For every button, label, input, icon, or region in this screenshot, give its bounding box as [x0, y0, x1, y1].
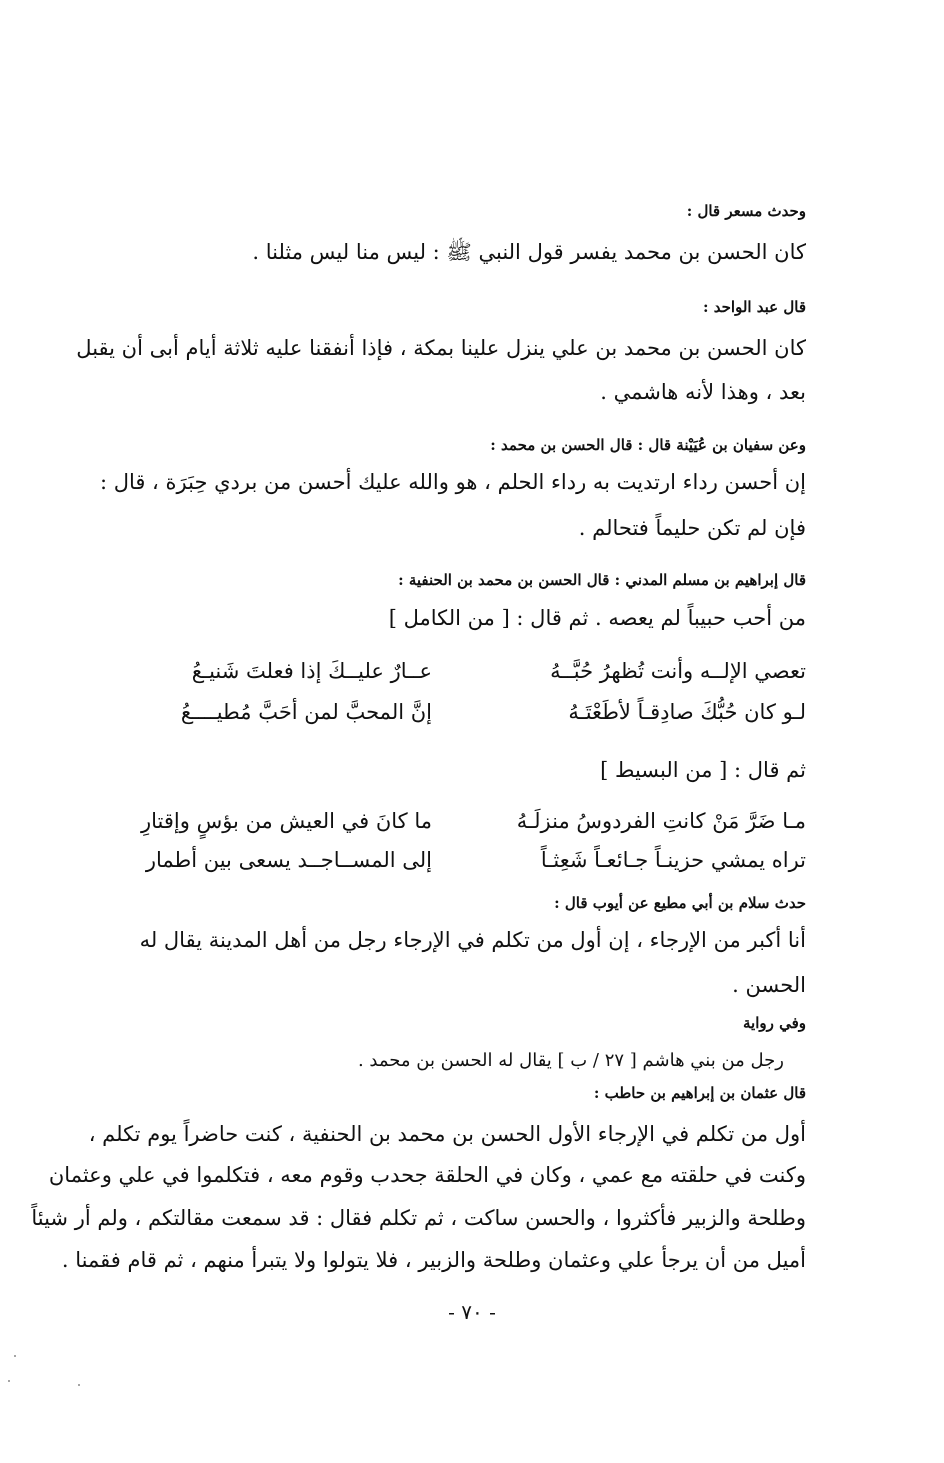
poem1-line1-first-half: تعصي الإلــه وأنت تُظهرُ حُبَّــهُ [550, 659, 806, 683]
body-text-line: وكنت في حلقته مع عمي ، وكان في الحلقة جحدب وقوم معه ، فتكلموا في علي وعثمان [48, 1163, 806, 1187]
narration-header: حدث سلام بن أبي مطيع عن أيوب قال : [554, 894, 806, 912]
body-text-line: من أحب حبيباً لم يعصه . ثم قال : [ من الكامل ] [388, 606, 806, 630]
poem1-line2-second-half: إنَّ المحبَّ لمن أحَبَّ مُطيــــعُ [180, 700, 432, 724]
poem1-line2-first-half: لـو كان حُبُّكَ صادِقـاً لأطَعْتَـهُ [568, 700, 806, 724]
poem2-line1-second-half: ما كانَ في العيش من بؤسٍ وإقتارِ [141, 809, 432, 833]
narration-header: وعن سفيان بن عُيَيْنة قال : قال الحسن بن محمد : [490, 436, 806, 454]
body-text-line: أميل من أن يرجأ علي وعثمان وطلحة والزبير ، فلا يتولوا ولا يتبرأ منهم ، ثم قام فقمنا . [61, 1248, 806, 1272]
narration-header: قال عثمان بن إبراهيم بن حاطب : [593, 1084, 806, 1102]
narration-header: قال إبراهيم بن مسلم المدني : قال الحسن بن محمد بن الحنفية : [398, 571, 806, 589]
narration-header: وفي رواية [742, 1014, 806, 1032]
body-text-line: فإن لم تكن حليماً فتحالم . [578, 516, 806, 540]
body-text-line: وطلحة والزبير فأكثروا ، والحسن ساكت ، ثم تكلم فقال : قد سمعت مقالتكم ، ولم أر شيئاً [31, 1206, 806, 1230]
scan-speck [78, 1384, 80, 1386]
scan-speck [8, 1380, 10, 1382]
body-text-line: إن أحسن رداء ارتديت به رداء الحلم ، هو والله عليك أحسن من بردي حِبَرَة ، قال : [99, 470, 806, 494]
body-text-line: كان الحسن بن محمد يفسر قول النبي ﷺ : ليس منا ليس مثلنا . [252, 240, 806, 264]
poem2-line2-second-half: إلى المســاجــد يسعى بين أطمار [145, 848, 432, 872]
body-text-line: بعد ، وهذا لأنه هاشمي . [600, 380, 806, 404]
poem2-line2-first-half: تراه يمشي حزينـاً جـائعـاً شَعِثـاً [540, 848, 806, 872]
body-text-line: رجل من بني هاشم [ ٢٧ / ب ] يقال له الحسن بن محمد . [357, 1050, 784, 1071]
poem2-line1-first-half: مـا ضَرَّ مَنْ كانتِ الفردوسُ منزلَـهُ [516, 809, 806, 833]
narration-header: وحدث مسعر قال : [686, 202, 806, 220]
body-text-line: أول من تكلم في الإرجاء الأول الحسن بن محمد بن الحنفية ، كنت حاضراً يوم تكلم ، [88, 1122, 806, 1146]
body-text-line: ثم قال : [ من البسيط ] [600, 758, 806, 782]
scan-speck [14, 1355, 16, 1357]
body-text-line: أنا أكبر من الإرجاء ، إن أول من تكلم في الإرجاء رجل من أهل المدينة يقال له [139, 928, 806, 952]
body-text-line: كان الحسن بن محمد بن علي ينزل علينا بمكة ، فإذا أنفقنا عليه ثلاثة أيام أبى أن يقبل [76, 336, 806, 360]
poem1-line1-second-half: عــارٌ عليــكَ إذا فعلتَ شَنيـعُ [191, 659, 432, 683]
page-number: - ٧٠ - [448, 1300, 496, 1324]
body-text-line: الحسن . [732, 973, 806, 997]
narration-header: قال عبد الواحد : [703, 298, 806, 316]
